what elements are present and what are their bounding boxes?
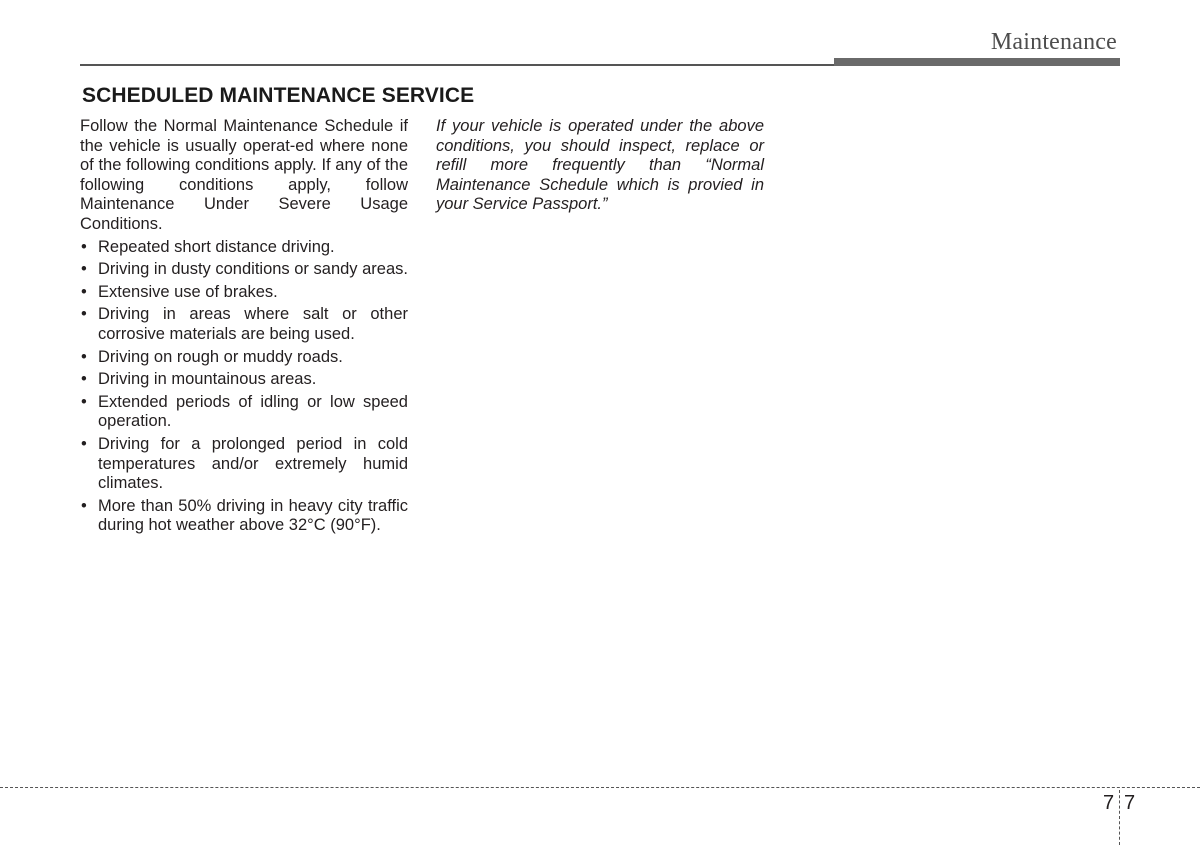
- bullet-icon: •: [81, 434, 87, 453]
- list-item-text: More than 50% driving in heavy city traffic during hot weather above 32°C (90°F).: [98, 496, 408, 535]
- list-item-text: Driving in dusty conditions or sandy areas.: [98, 260, 408, 279]
- bullet-icon: •: [81, 305, 87, 324]
- bullet-icon: •: [81, 370, 87, 389]
- page-number: 7: [1124, 792, 1136, 814]
- chapter-number: 7: [1103, 792, 1115, 814]
- note-paragraph: If your vehicle is operated under the above conditions, you should inspect, replace or refill more frequently than “Normal Maintenance Schedule which is provied in your Service Passport.”: [436, 117, 764, 214]
- bullet-icon: •: [81, 282, 87, 301]
- list-item: [80, 370, 408, 390]
- section-title: SCHEDULED MAINTENANCE SERVICE: [82, 84, 475, 107]
- list-item-text: Driving in areas where salt or other corrosive materials are being used.: [98, 305, 408, 343]
- list-item: [80, 238, 408, 258]
- left-column: [80, 117, 408, 539]
- list-item-text: Extended periods of idling or low speed operation.: [98, 392, 408, 431]
- list-item: [80, 283, 408, 303]
- bullet-icon: •: [81, 496, 87, 515]
- list-item-text: Repeated short distance driving.: [98, 237, 335, 256]
- page-number-separator: [1119, 790, 1120, 845]
- header-rule: [80, 64, 840, 66]
- list-item: [80, 348, 408, 368]
- list-item: [80, 305, 408, 344]
- bullet-icon: •: [81, 347, 87, 366]
- bullet-icon: •: [81, 237, 87, 256]
- list-item: [80, 435, 408, 494]
- list-item-text: Driving on rough or muddy roads.: [98, 347, 343, 366]
- list-item: [80, 260, 408, 280]
- footer-rule: [0, 787, 1200, 788]
- intro-paragraph: Follow the Normal Maintenance Schedule if the vehicle is usually operat-ed where none of the following conditions apply. If any of the following conditions apply, follow Maintenance Under Severe Usage Conditions.: [80, 117, 408, 233]
- list-item-text: Extensive use of brakes.: [98, 282, 278, 301]
- severe-conditions-list: [80, 238, 408, 536]
- bullet-icon: •: [81, 260, 87, 279]
- header-rule-accent: [834, 58, 1120, 66]
- bullet-icon: •: [81, 392, 87, 411]
- list-item-text: Driving for a prolonged period in cold temperatures and/or extremely humid climates.: [98, 434, 408, 493]
- list-item-text: Driving in mountainous areas.: [98, 370, 317, 389]
- running-header: Maintenance: [990, 29, 1117, 55]
- list-item: [80, 497, 408, 536]
- list-item: [80, 393, 408, 432]
